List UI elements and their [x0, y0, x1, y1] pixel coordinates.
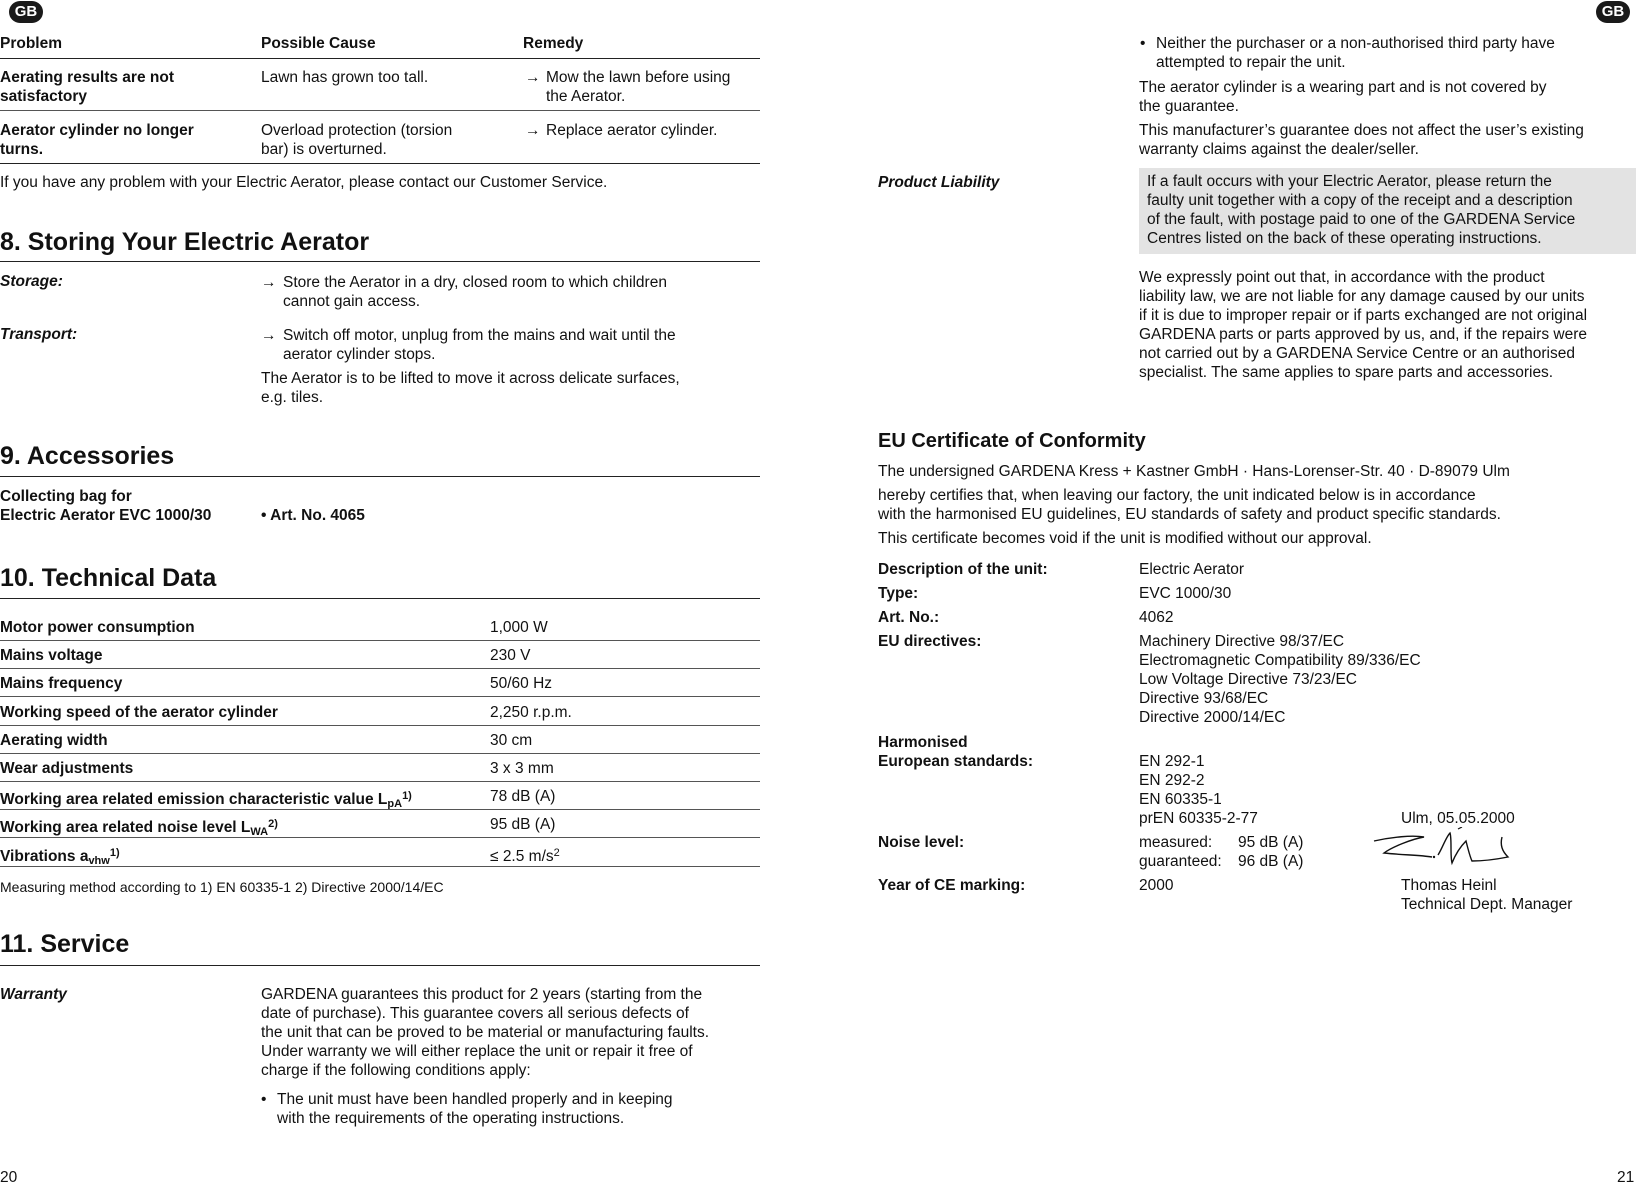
tech-row-value: 30 cm: [490, 732, 533, 749]
warranty-label: Warranty: [0, 986, 67, 1003]
tech-row-value: 3 x 3 mm: [490, 760, 554, 777]
tech-row-label: Working area related noise level $L_{WA}^{2)}$: [0, 818, 278, 838]
tech-row-label: Mains voltage: [0, 647, 103, 664]
tech-row-value: 78 dB (A): [490, 788, 556, 805]
page-number-right: 21: [1617, 1169, 1635, 1186]
divider: [0, 866, 760, 867]
divider: [0, 753, 760, 754]
section-title-accessories: 9. Accessories: [0, 442, 175, 470]
eu-certificate-title: EU Certificate of Conformity: [878, 430, 1146, 452]
tech-row-value: 2,250 r.p.m.: [490, 704, 572, 721]
transport-label: Transport:: [0, 326, 78, 343]
tech-row-label: Vibrations $a_{vhw}^{1)}$: [0, 847, 120, 867]
tech-row-value: ≤ 2.5 $m/s^2$: [490, 847, 560, 865]
divider: [0, 696, 760, 697]
harmonised-standards-list: EN 292-1 EN 292-2 EN 60335-1 prEN 60335-2-77: [1139, 753, 1258, 827]
product-liability-label: Product Liability: [878, 174, 1000, 191]
remedy-cell: Replace aerator cylinder.: [546, 122, 718, 139]
section-title-technical: 10. Technical Data: [0, 564, 217, 592]
arrow-icon: →: [261, 327, 277, 344]
section-title-service: 11. Service: [0, 930, 130, 958]
divider: [0, 668, 760, 669]
eu-intro-line: The undersigned GARDENA Kress + Kastner GmbH · Hans-Lorenser-Str. 40 · D-89079 Ulm: [878, 463, 1510, 480]
divider: [0, 163, 760, 164]
eu-intro-text: hereby certifies that, when leaving our factory, the unit indicated below is in accordance with the harmonised EU guidelines, EU standards of safety and product specific standards.: [878, 487, 1501, 523]
tech-row-value: 230 V: [490, 647, 531, 664]
place-date: Ulm, 05.05.2000: [1401, 810, 1515, 827]
tech-row-label: Motor power consumption: [0, 619, 195, 636]
eu-directives-label: EU directives:: [878, 633, 982, 650]
remedy-cell: Mow the lawn before using the Aerator.: [546, 69, 731, 105]
divider: [0, 476, 760, 477]
tech-row-value: 95 dB (A): [490, 816, 556, 833]
description-value: Electric Aerator: [1139, 561, 1245, 578]
tech-row-label: Working area related emission characteristic value $L_{pA}^{1)}$: [0, 790, 412, 810]
accessory-art-no: • Art. No. 4065: [261, 507, 365, 524]
type-label: Type:: [878, 585, 919, 602]
accessory-item: Collecting bag for Electric Aerator EVC 1000/30: [0, 488, 212, 524]
ce-year-value: 2000: [1139, 877, 1174, 894]
divider: [0, 58, 760, 59]
eu-directives-list: Machinery Directive 98/37/EC Electromagnetic Compatibility 89/336/EC Low Voltage Directive 73/23/EC Directive 93/68/EC Directive 2000/14/EC: [1139, 633, 1421, 726]
divider: [0, 261, 760, 262]
signature-image: [1372, 827, 1520, 875]
warranty-condition: • Neither the purchaser or a non-authorised third party have attempted to repair the unit.: [1156, 34, 1555, 72]
cause-cell: Overload protection (torsion bar) is overturned.: [261, 122, 453, 158]
cause-cell: Lawn has grown too tall.: [261, 69, 429, 86]
divider: [0, 110, 760, 111]
problem-cell: Aerator cylinder no longer turns.: [0, 122, 194, 158]
page-number-left: 20: [0, 1169, 18, 1186]
header-remedy: Remedy: [523, 35, 584, 52]
divider: [0, 725, 760, 726]
problem-cell: Aerating results are not satisfactory: [0, 69, 174, 105]
divider: [0, 640, 760, 641]
header-problem: Problem: [0, 35, 63, 52]
storage-label: Storage:: [0, 273, 63, 290]
lift-text: The Aerator is to be lifted to move it across delicate surfaces, e.g. tiles.: [261, 370, 680, 406]
divider: [0, 837, 760, 838]
tech-row-label: Aerating width: [0, 732, 108, 749]
ce-year-label: Year of CE marking:: [878, 877, 1026, 894]
measuring-note: Measuring method according to 1) EN 60335-1 2) Directive 2000/14/EC: [0, 879, 444, 895]
manufacturer-guarantee-text: This manufacturer’s guarantee does not affect the user’s existing warranty claims against the dealer/seller.: [1139, 122, 1584, 158]
tech-row-label: Mains frequency: [0, 675, 123, 692]
art-no-value: 4062: [1139, 609, 1174, 626]
liability-text: We expressly point out that, in accordance with the product liability law, we are not liable for any damage caused by our units if it is due to improper repair or if parts exchanged are not original GARDENA parts or parts approved by us, and, if the repairs were not carried out by a GARDENA Service Centre or an authorised specialist. The same applies to spare parts and accessories.: [1139, 269, 1588, 381]
noise-level-values: measured: 95 dB (A) guaranteed: 96 dB (A): [1139, 834, 1304, 870]
arrow-icon: →: [525, 122, 541, 139]
tech-row-label: Working speed of the aerator cylinder: [0, 704, 278, 721]
arrow-icon: →: [525, 69, 541, 86]
service-note: If you have any problem with your Electric Aerator, please contact our Customer Service.: [0, 174, 608, 191]
noise-level-label: Noise level:: [878, 834, 965, 851]
divider: [0, 809, 760, 810]
signer: Thomas Heinl Technical Dept. Manager: [1401, 877, 1573, 913]
harmonised-standards-label: Harmonised European standards:: [878, 734, 1034, 770]
warranty-text: GARDENA guarantees this product for 2 years (starting from the date of purchase). This guarantee covers all serious defects of the unit that can be proved to be material or manufacturing faults. Under warranty we will either replace the unit or repair it free of charge if the following conditions apply:: [261, 986, 710, 1079]
warranty-condition: • The unit must have been handled properly and in keeping with the requirements of the operating instructions.: [277, 1090, 673, 1128]
type-value: EVC 1000/30: [1139, 585, 1232, 602]
language-badge-right: GB: [1596, 1, 1630, 23]
description-label: Description of the unit:: [878, 561, 1048, 578]
divider: [0, 598, 760, 599]
wear-part-text: The aerator cylinder is a wearing part and is not covered by the guarantee.: [1139, 79, 1547, 115]
divider: [0, 965, 760, 966]
liability-notice-box: If a fault occurs with your Electric Aerator, please return the faulty unit together with a copy of the receipt and a description of the fault, with postage paid to one of the GARDENA Service Centres listed on the back of these operating instructions.: [1139, 168, 1636, 254]
tech-row-value: 50/60 Hz: [490, 675, 553, 692]
divider: [0, 781, 760, 782]
tech-row-value: 1,000 W: [490, 619, 548, 636]
transport-text: Switch off motor, unplug from the mains and wait until the aerator cylinder stops.: [283, 327, 676, 363]
tech-row-label: Wear adjustments: [0, 760, 134, 777]
eu-void-note: This certificate becomes void if the unit is modified without our approval.: [878, 530, 1372, 547]
section-title-storing: 8. Storing Your Electric Aerator: [0, 228, 370, 256]
language-badge-left: GB: [9, 1, 43, 23]
art-no-label: Art. No.:: [878, 609, 940, 626]
arrow-icon: →: [261, 274, 277, 291]
storage-text: Store the Aerator in a dry, closed room to which children cannot gain access.: [283, 274, 667, 310]
header-cause: Possible Cause: [261, 35, 376, 52]
